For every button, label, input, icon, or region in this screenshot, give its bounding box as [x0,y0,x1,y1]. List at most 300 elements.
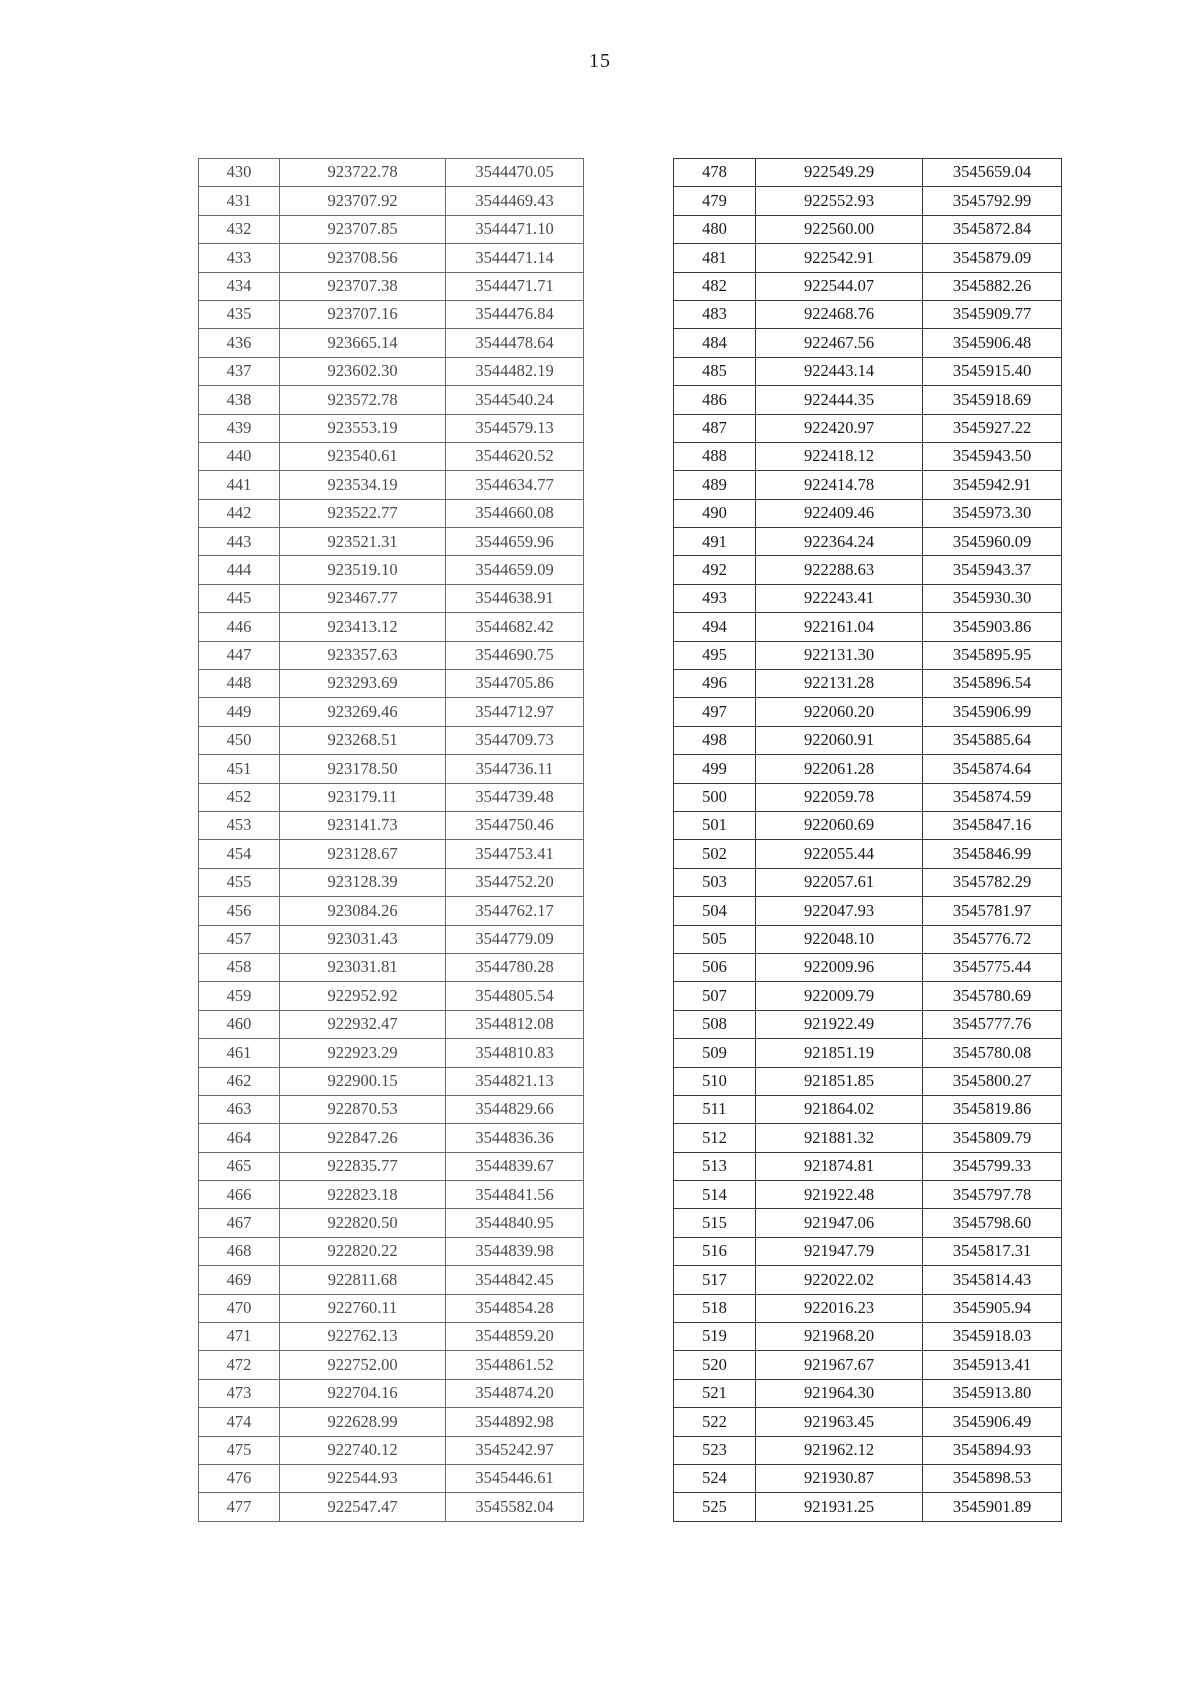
table-row [674,1067,1062,1095]
point-number-cell: 499 [674,755,756,783]
table-row [199,840,584,868]
y-coordinate-cell: 3545792.99 [923,187,1062,215]
x-coordinate-cell: 922932.47 [280,1010,446,1038]
point-number-cell: 439 [199,414,280,442]
table-row [674,386,1062,414]
point-number-cell: 457 [199,925,280,953]
y-coordinate-cell: 3545776.72 [923,925,1062,953]
table-row [199,1379,584,1407]
point-number-cell: 516 [674,1237,756,1265]
point-number-cell: 437 [199,357,280,385]
x-coordinate-cell: 923722.78 [280,159,446,187]
table-row [674,1464,1062,1492]
point-number-cell: 470 [199,1294,280,1322]
y-coordinate-cell: 3545814.43 [923,1266,1062,1294]
point-number-cell: 473 [199,1379,280,1407]
y-coordinate-cell: 3544836.36 [446,1124,584,1152]
point-number-cell: 503 [674,868,756,896]
point-number-cell: 449 [199,698,280,726]
table-row [674,755,1062,783]
table-row [199,159,584,187]
table-row [674,868,1062,896]
y-coordinate-cell: 3545242.97 [446,1436,584,1464]
point-number-cell: 525 [674,1493,756,1521]
table-row [199,357,584,385]
x-coordinate-cell: 923269.46 [280,698,446,726]
table-row [674,897,1062,925]
x-coordinate-cell: 922243.41 [756,584,923,612]
table-row [199,1294,584,1322]
point-number-cell: 481 [674,244,756,272]
table-row [199,1181,584,1209]
y-coordinate-cell: 3544638.91 [446,584,584,612]
table-row [674,272,1062,300]
y-coordinate-cell: 3544482.19 [446,357,584,385]
point-number-cell: 466 [199,1181,280,1209]
x-coordinate-cell: 922847.26 [280,1124,446,1152]
table-row [199,386,584,414]
x-coordinate-cell: 921968.20 [756,1323,923,1351]
y-coordinate-cell: 3544682.42 [446,613,584,641]
table-row [674,953,1062,981]
y-coordinate-cell: 3545882.26 [923,272,1062,300]
table-row [199,300,584,328]
table-row [674,244,1062,272]
y-coordinate-cell: 3544739.48 [446,783,584,811]
y-coordinate-cell: 3545798.60 [923,1209,1062,1237]
y-coordinate-cell: 3544712.97 [446,698,584,726]
point-number-cell: 519 [674,1323,756,1351]
x-coordinate-cell: 922060.69 [756,811,923,839]
y-coordinate-cell: 3545817.31 [923,1237,1062,1265]
y-coordinate-cell: 3544471.71 [446,272,584,300]
table-row [674,1209,1062,1237]
point-number-cell: 520 [674,1351,756,1379]
y-coordinate-cell: 3544874.20 [446,1379,584,1407]
y-coordinate-cell: 3544469.43 [446,187,584,215]
x-coordinate-cell: 923602.30 [280,357,446,385]
point-number-cell: 441 [199,471,280,499]
table-row [199,584,584,612]
point-number-cell: 484 [674,329,756,357]
point-number-cell: 487 [674,414,756,442]
table-row [674,1323,1062,1351]
y-coordinate-cell: 3544540.24 [446,386,584,414]
y-coordinate-cell: 3545780.08 [923,1039,1062,1067]
x-coordinate-cell: 922161.04 [756,613,923,641]
table-row [674,1493,1062,1521]
table-row [199,329,584,357]
table-row [199,1095,584,1123]
y-coordinate-cell: 3545901.89 [923,1493,1062,1521]
y-coordinate-cell: 3545906.49 [923,1408,1062,1436]
x-coordinate-cell: 922443.14 [756,357,923,385]
point-number-cell: 471 [199,1323,280,1351]
x-coordinate-cell: 922048.10 [756,925,923,953]
x-coordinate-cell: 923293.69 [280,670,446,698]
point-number-cell: 460 [199,1010,280,1038]
point-number-cell: 443 [199,528,280,556]
x-coordinate-cell: 922820.22 [280,1237,446,1265]
y-coordinate-cell: 3544750.46 [446,811,584,839]
y-coordinate-cell: 3544861.52 [446,1351,584,1379]
table-row [674,300,1062,328]
y-coordinate-cell: 3544471.14 [446,244,584,272]
table-row [199,641,584,669]
x-coordinate-cell: 923522.77 [280,499,446,527]
table-row [199,272,584,300]
table-row [674,982,1062,1010]
point-number-cell: 458 [199,953,280,981]
x-coordinate-cell: 922552.93 [756,187,923,215]
x-coordinate-cell: 922131.28 [756,670,923,698]
point-number-cell: 463 [199,1095,280,1123]
y-coordinate-cell: 3544892.98 [446,1408,584,1436]
y-coordinate-cell: 3544660.08 [446,499,584,527]
x-coordinate-cell: 923128.67 [280,840,446,868]
y-coordinate-cell: 3545909.77 [923,300,1062,328]
y-coordinate-cell: 3544854.28 [446,1294,584,1322]
point-number-cell: 464 [199,1124,280,1152]
x-coordinate-cell: 923141.73 [280,811,446,839]
table-row [199,471,584,499]
y-coordinate-cell: 3545775.44 [923,953,1062,981]
y-coordinate-cell: 3545930.30 [923,584,1062,612]
table-row [674,1039,1062,1067]
point-number-cell: 497 [674,698,756,726]
table-row [674,698,1062,726]
y-coordinate-cell: 3545927.22 [923,414,1062,442]
y-coordinate-cell: 3544779.09 [446,925,584,953]
table-row [199,499,584,527]
point-number-cell: 446 [199,613,280,641]
table-row [199,556,584,584]
table-row [199,925,584,953]
y-coordinate-cell: 3544840.95 [446,1209,584,1237]
y-coordinate-cell: 3545915.40 [923,357,1062,385]
table-row [199,726,584,754]
table-row [199,215,584,243]
x-coordinate-cell: 921947.06 [756,1209,923,1237]
x-coordinate-cell: 922057.61 [756,868,923,896]
table-row [199,1039,584,1067]
point-number-cell: 511 [674,1095,756,1123]
x-coordinate-cell: 921922.49 [756,1010,923,1038]
coordinate-table-left-body [199,159,584,1522]
table-row [199,1493,584,1521]
y-coordinate-cell: 3544842.45 [446,1266,584,1294]
x-coordinate-cell: 921930.87 [756,1464,923,1492]
point-number-cell: 521 [674,1379,756,1407]
x-coordinate-cell: 921864.02 [756,1095,923,1123]
x-coordinate-cell: 921947.79 [756,1237,923,1265]
y-coordinate-cell: 3544620.52 [446,442,584,470]
point-number-cell: 513 [674,1152,756,1180]
table-row [199,755,584,783]
point-number-cell: 495 [674,641,756,669]
table-row [674,726,1062,754]
x-coordinate-cell: 922468.76 [756,300,923,328]
table-row [674,1408,1062,1436]
point-number-cell: 431 [199,187,280,215]
y-coordinate-cell: 3544841.56 [446,1181,584,1209]
x-coordinate-cell: 922544.07 [756,272,923,300]
x-coordinate-cell: 923031.81 [280,953,446,981]
x-coordinate-cell: 921931.25 [756,1493,923,1521]
x-coordinate-cell: 922016.23 [756,1294,923,1322]
point-number-cell: 483 [674,300,756,328]
x-coordinate-cell: 922628.99 [280,1408,446,1436]
point-number-cell: 459 [199,982,280,1010]
table-row [674,357,1062,385]
x-coordinate-cell: 921964.30 [756,1379,923,1407]
table-row [199,811,584,839]
table-row [674,442,1062,470]
y-coordinate-cell: 3544859.20 [446,1323,584,1351]
x-coordinate-cell: 922762.13 [280,1323,446,1351]
table-row [674,499,1062,527]
y-coordinate-cell: 3545918.69 [923,386,1062,414]
x-coordinate-cell: 923467.77 [280,584,446,612]
y-coordinate-cell: 3545973.30 [923,499,1062,527]
point-number-cell: 453 [199,811,280,839]
point-number-cell: 494 [674,613,756,641]
x-coordinate-cell: 922009.96 [756,953,923,981]
point-number-cell: 518 [674,1294,756,1322]
point-number-cell: 450 [199,726,280,754]
table-row [674,159,1062,187]
y-coordinate-cell: 3544579.13 [446,414,584,442]
y-coordinate-cell: 3545847.16 [923,811,1062,839]
table-row [674,670,1062,698]
y-coordinate-cell: 3545782.29 [923,868,1062,896]
y-coordinate-cell: 3544470.05 [446,159,584,187]
table-row [674,471,1062,499]
point-number-cell: 444 [199,556,280,584]
point-number-cell: 517 [674,1266,756,1294]
table-row [674,1152,1062,1180]
point-number-cell: 482 [674,272,756,300]
x-coordinate-cell: 922009.79 [756,982,923,1010]
table-row [674,811,1062,839]
y-coordinate-cell: 3545960.09 [923,528,1062,556]
y-coordinate-cell: 3545943.37 [923,556,1062,584]
y-coordinate-cell: 3544753.41 [446,840,584,868]
point-number-cell: 435 [199,300,280,328]
x-coordinate-cell: 922055.44 [756,840,923,868]
x-coordinate-cell: 922444.35 [756,386,923,414]
table-row [674,1351,1062,1379]
y-coordinate-cell: 3544471.10 [446,215,584,243]
point-number-cell: 474 [199,1408,280,1436]
y-coordinate-cell: 3544805.54 [446,982,584,1010]
y-coordinate-cell: 3544705.86 [446,670,584,698]
y-coordinate-cell: 3544762.17 [446,897,584,925]
x-coordinate-cell: 922760.11 [280,1294,446,1322]
y-coordinate-cell: 3545446.61 [446,1464,584,1492]
x-coordinate-cell: 923519.10 [280,556,446,584]
table-row [674,1181,1062,1209]
x-coordinate-cell: 923357.63 [280,641,446,669]
table-row [199,187,584,215]
point-number-cell: 440 [199,442,280,470]
point-number-cell: 462 [199,1067,280,1095]
table-row [199,414,584,442]
x-coordinate-cell: 922560.00 [756,215,923,243]
y-coordinate-cell: 3545872.84 [923,215,1062,243]
y-coordinate-cell: 3545898.53 [923,1464,1062,1492]
table-row [199,1351,584,1379]
x-coordinate-cell: 923707.38 [280,272,446,300]
point-number-cell: 485 [674,357,756,385]
y-coordinate-cell: 3545780.69 [923,982,1062,1010]
x-coordinate-cell: 922704.16 [280,1379,446,1407]
x-coordinate-cell: 922059.78 [756,783,923,811]
y-coordinate-cell: 3545874.64 [923,755,1062,783]
coordinate-table-left [198,158,584,1522]
table-row [199,442,584,470]
point-number-cell: 491 [674,528,756,556]
point-number-cell: 501 [674,811,756,839]
table-row [674,1124,1062,1152]
y-coordinate-cell: 3544810.83 [446,1039,584,1067]
x-coordinate-cell: 923128.39 [280,868,446,896]
point-number-cell: 498 [674,726,756,754]
x-coordinate-cell: 923708.56 [280,244,446,272]
x-coordinate-cell: 922418.12 [756,442,923,470]
x-coordinate-cell: 922288.63 [756,556,923,584]
table-row [199,897,584,925]
x-coordinate-cell: 922823.18 [280,1181,446,1209]
y-coordinate-cell: 3545906.48 [923,329,1062,357]
y-coordinate-cell: 3545894.93 [923,1436,1062,1464]
y-coordinate-cell: 3545913.80 [923,1379,1062,1407]
point-number-cell: 523 [674,1436,756,1464]
y-coordinate-cell: 3545659.04 [923,159,1062,187]
y-coordinate-cell: 3545799.33 [923,1152,1062,1180]
x-coordinate-cell: 922542.91 [756,244,923,272]
y-coordinate-cell: 3545918.03 [923,1323,1062,1351]
x-coordinate-cell: 923268.51 [280,726,446,754]
x-coordinate-cell: 923707.85 [280,215,446,243]
point-number-cell: 472 [199,1351,280,1379]
y-coordinate-cell: 3545913.41 [923,1351,1062,1379]
x-coordinate-cell: 921851.85 [756,1067,923,1095]
point-number-cell: 476 [199,1464,280,1492]
table-row [674,613,1062,641]
y-coordinate-cell: 3544659.96 [446,528,584,556]
y-coordinate-cell: 3545943.50 [923,442,1062,470]
y-coordinate-cell: 3544709.73 [446,726,584,754]
point-number-cell: 468 [199,1237,280,1265]
table-row [199,613,584,641]
point-number-cell: 493 [674,584,756,612]
y-coordinate-cell: 3545942.91 [923,471,1062,499]
table-row [199,1067,584,1095]
point-number-cell: 447 [199,641,280,669]
x-coordinate-cell: 922952.92 [280,982,446,1010]
x-coordinate-cell: 922820.50 [280,1209,446,1237]
table-row [674,925,1062,953]
x-coordinate-cell: 923521.31 [280,528,446,556]
table-row [199,783,584,811]
point-number-cell: 469 [199,1266,280,1294]
table-row [199,1408,584,1436]
x-coordinate-cell: 923572.78 [280,386,446,414]
x-coordinate-cell: 923707.92 [280,187,446,215]
x-coordinate-cell: 922923.29 [280,1039,446,1067]
point-number-cell: 477 [199,1493,280,1521]
point-number-cell: 510 [674,1067,756,1095]
x-coordinate-cell: 922409.46 [756,499,923,527]
coordinate-table-right [673,158,1062,1522]
point-number-cell: 455 [199,868,280,896]
point-number-cell: 514 [674,1181,756,1209]
table-row [674,215,1062,243]
x-coordinate-cell: 922549.29 [756,159,923,187]
x-coordinate-cell: 922870.53 [280,1095,446,1123]
table-row [199,953,584,981]
table-row [199,698,584,726]
y-coordinate-cell: 3544476.84 [446,300,584,328]
y-coordinate-cell: 3544659.09 [446,556,584,584]
x-coordinate-cell: 921881.32 [756,1124,923,1152]
point-number-cell: 496 [674,670,756,698]
table-row [199,1152,584,1180]
y-coordinate-cell: 3545809.79 [923,1124,1062,1152]
point-number-cell: 490 [674,499,756,527]
x-coordinate-cell: 922061.28 [756,755,923,783]
x-coordinate-cell: 922752.00 [280,1351,446,1379]
table-row [674,1436,1062,1464]
point-number-cell: 480 [674,215,756,243]
y-coordinate-cell: 3544829.66 [446,1095,584,1123]
point-number-cell: 451 [199,755,280,783]
y-coordinate-cell: 3544839.67 [446,1152,584,1180]
x-coordinate-cell: 922131.30 [756,641,923,669]
x-coordinate-cell: 922740.12 [280,1436,446,1464]
y-coordinate-cell: 3545874.59 [923,783,1062,811]
x-coordinate-cell: 923084.26 [280,897,446,925]
y-coordinate-cell: 3544736.11 [446,755,584,783]
x-coordinate-cell: 923553.19 [280,414,446,442]
x-coordinate-cell: 923707.16 [280,300,446,328]
y-coordinate-cell: 3545582.04 [446,1493,584,1521]
point-number-cell: 442 [199,499,280,527]
y-coordinate-cell: 3545781.97 [923,897,1062,925]
point-number-cell: 512 [674,1124,756,1152]
x-coordinate-cell: 922900.15 [280,1067,446,1095]
point-number-cell: 434 [199,272,280,300]
point-number-cell: 508 [674,1010,756,1038]
x-coordinate-cell: 922060.20 [756,698,923,726]
y-coordinate-cell: 3545797.78 [923,1181,1062,1209]
point-number-cell: 509 [674,1039,756,1067]
y-coordinate-cell: 3544780.28 [446,953,584,981]
y-coordinate-cell: 3545905.94 [923,1294,1062,1322]
table-row [674,556,1062,584]
y-coordinate-cell: 3545896.54 [923,670,1062,698]
y-coordinate-cell: 3545846.99 [923,840,1062,868]
table-row [199,1237,584,1265]
table-row [199,982,584,1010]
y-coordinate-cell: 3544812.08 [446,1010,584,1038]
point-number-cell: 507 [674,982,756,1010]
y-coordinate-cell: 3545895.95 [923,641,1062,669]
table-row [674,1237,1062,1265]
table-row [199,1436,584,1464]
x-coordinate-cell: 922420.97 [756,414,923,442]
